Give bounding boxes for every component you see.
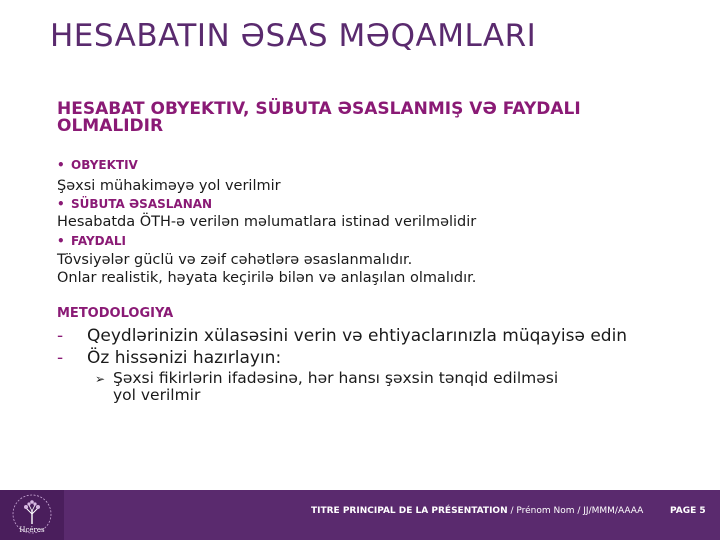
hceres-logo (0, 490, 64, 540)
slide-title: HESABATIN ƏSAS MƏQAMLARI (50, 18, 537, 54)
svg-text:Hcéres: Hcéres (19, 526, 45, 534)
footer-presentation-info: TITRE PRINCIPAL DE LA PRÉSENTATION / Prénom Nom / JJ/MMM/AAAA (311, 506, 644, 516)
dash-icon: - (57, 348, 64, 368)
criterion-label-evidence: • SÜBUTA ƏSASLANAN (57, 197, 213, 211)
methodology-sub-item: ➢ Şəxsi fikirlərin ifadəsinə, hər hansı şəxsin tənqid edilməsi yol verilmir (95, 369, 559, 404)
criterion-label-objective: • OBYEKTIV (57, 158, 138, 172)
dash-icon: - (57, 326, 64, 346)
arrow-bullet-icon: ➢ (95, 372, 106, 386)
tree-logo-icon (8, 492, 56, 538)
section-heading: HESABAT OBYEKTIV, SÜBUTA ƏSASLANMIŞ VƏ FAYDALI OLMALIDIR (57, 99, 581, 136)
methodology-item: - Qeydlərinizin xülasəsini verin və ehtiyaclarınızla müqayisə edin (57, 326, 628, 346)
bullet-icon: • (57, 234, 65, 248)
criterion-text: Onlar realistik, həyata keçirilə bilən və anlaşılan olmalıdır. (57, 270, 477, 286)
criterion-text: Şəxsi mühakiməyə yol verilmir (57, 178, 281, 194)
methodology-item: - Öz hissənizi hazırlayın: (57, 348, 282, 368)
footer-bar (0, 490, 720, 540)
bullet-icon: • (57, 197, 65, 211)
criterion-text: Hesabatda ÖTH-ə verilən məlumatlara istinad verilməlidir (57, 214, 477, 230)
methodology-heading: METODOLOGIYA (57, 306, 174, 321)
criterion-label-useful: • FAYDALI (57, 234, 127, 248)
criterion-text: Tövsiyələr güclü və zəif cəhətlərə əsaslanmalıdır. (57, 252, 413, 268)
bullet-icon: • (57, 158, 65, 172)
page-number: PAGE 5 (670, 506, 706, 516)
